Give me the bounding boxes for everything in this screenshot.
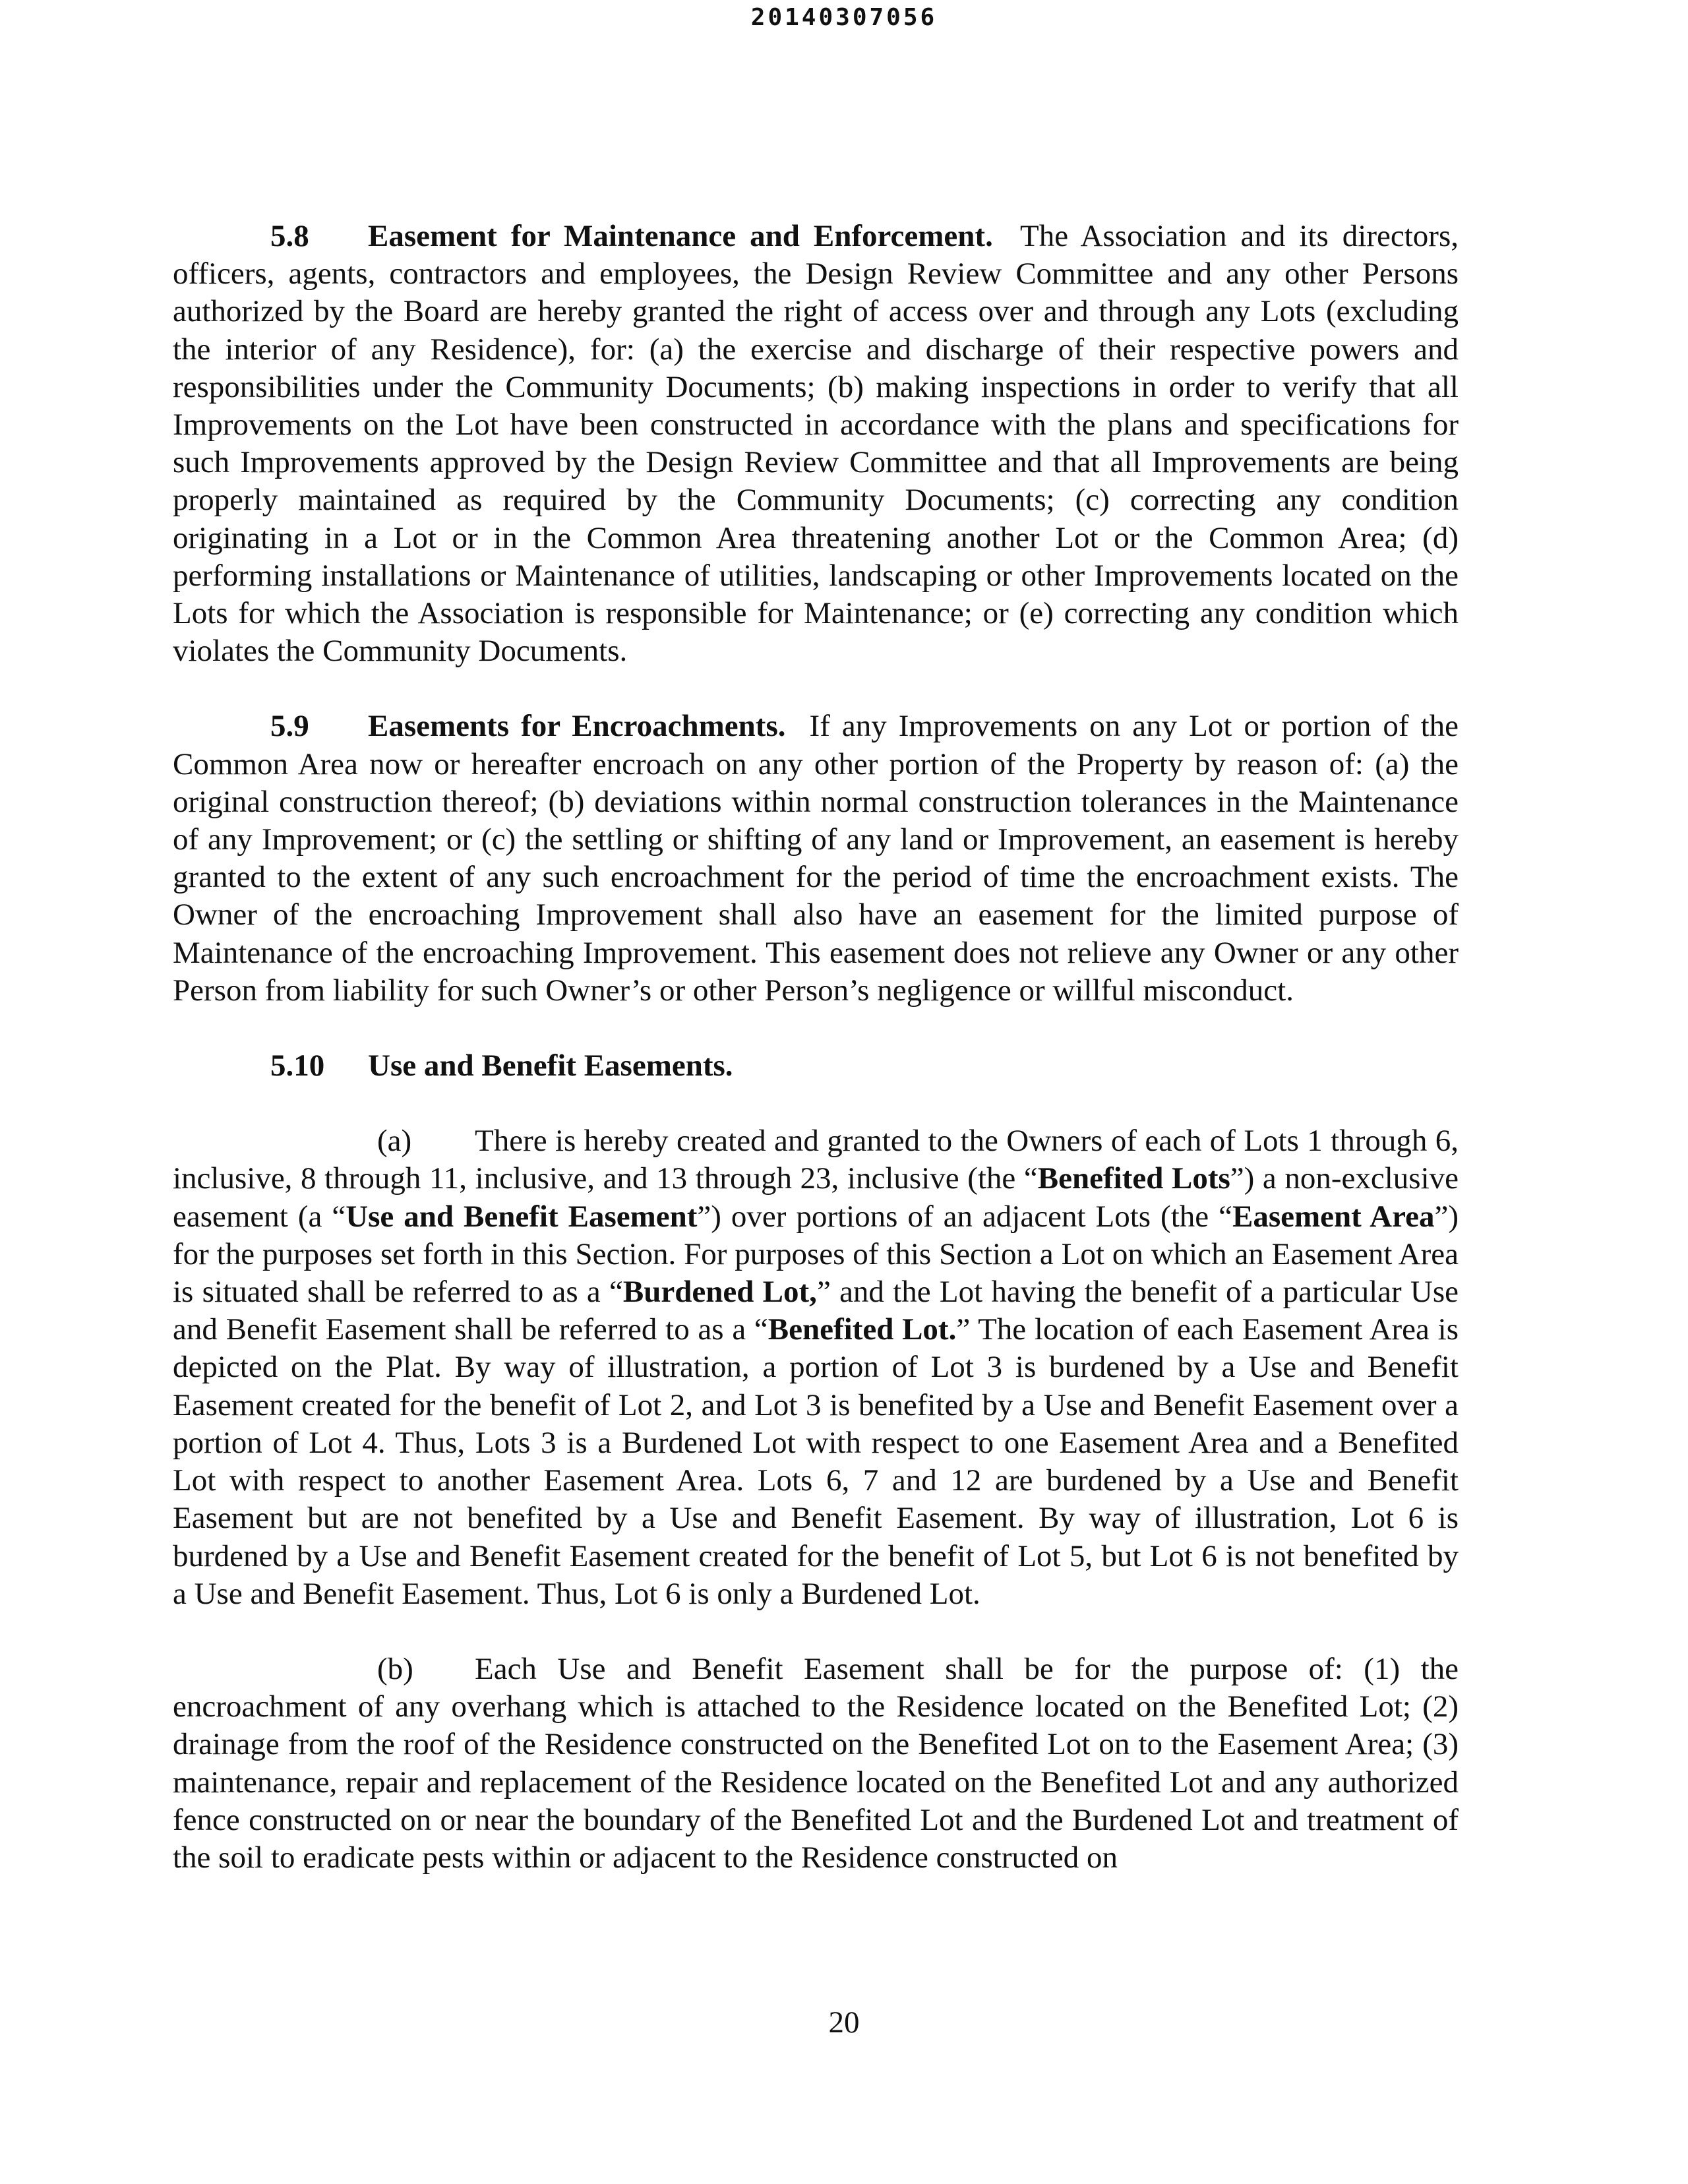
section-number: 5.10	[270, 1048, 325, 1083]
section-5-8	[173, 218, 1459, 670]
defined-term: Use and Benefit Easement	[346, 1199, 698, 1234]
section-text: If any Improvements on any Lot or portion of the Common Area now or hereafter encroach on any other portion of the Property by reason of: (a) the original construction thereof; (b) deviations within normal construction tolerances in the Maintenance of any Improvement; or (c) the settling or shifting of any land or Improvement, an easement is hereby granted to the extent of any such encroachment for the period of time the encroachment exists. The Owner of the encroaching Improvement shall also have an easement for the limited purpose of Maintenance of the encroaching Improvement. This easement does not relieve any Owner or any other Person from liability for such Owner’s or other Person’s negligence or willful misconduct.	[173, 709, 1459, 1008]
paragraph-text: Each Use and Benefit Easement shall be for the purpose of: (1) the encroachment of any overhang which is attached to the Residence located on the Benefited Lot; (2) drainage from the roof of the Residence constructed on the Benefited Lot on to the Easement Area; (3) maintenance, repair and replacement of the Residence located on the Benefited Lot and any authorized fence constructed on or near the boundary of the Benefited Lot and the Burdened Lot and treatment of the soil to eradicate pests within or adjacent to the Residence constructed on	[173, 1651, 1459, 1875]
defined-term: Burdened Lot,	[622, 1275, 817, 1310]
section-title: Easements for Encroachments.	[368, 709, 786, 744]
defined-term: Easement Area	[1232, 1199, 1435, 1234]
defined-term: Benefited Lots	[1037, 1161, 1230, 1196]
section-5-9	[173, 708, 1459, 1010]
document-number: 20140307056	[750, 4, 938, 31]
section-number: 5.8	[270, 219, 309, 253]
paragraph-text: ” The location of each Easement Area is depicted on the Plat. By way of illustration, a portion of Lot 3 is burdened by a Use and Benefit Easement created for the benefit of Lot 2, and Lot 3 is benefited by a Use and Benefit Easement over a portion of Lot 4. Thus, Lots 3 is a Burdened Lot with respect to one Easement Area and a Benefited Lot with respect to another Easement Area. Lots 6, 7 and 12 are burdened by a Use and Benefit Easement but are not benefited by a Use and Benefit Easement. By way of illustration, Lot 6 is burdened by a Use and Benefit Easement created for the benefit of Lot 5, but Lot 6 is not benefited by a Use and Benefit Easement. Thus, Lot 6 is only a Burdened Lot.	[173, 1312, 1459, 1611]
paragraph-label: (a)	[377, 1124, 412, 1159]
section-title: Easement for Maintenance and Enforcement.	[368, 219, 993, 253]
section-title: Use and Benefit Easements.	[368, 1048, 733, 1083]
section-5-10-heading	[173, 1047, 1459, 1085]
page-number: 20	[828, 2005, 860, 2040]
paragraph-text: ” and the Lot having the benefit of a particular Use and Benefit Easement shall be referred to as a “	[173, 1275, 1459, 1347]
section-5-10-para-a	[173, 1122, 1459, 1613]
section-text: The Association and its directors, officers, agents, contractors and employees, the Design Review Committee and any other Persons authorized by the Board are hereby granted the right of access over and through any Lots (excluding the interior of any Residence), for: (a) the exercise and discharge of their respective powers and responsibilities under the Community Documents; (b) making inspections in order to verify that all Improvements on the Lot have been constructed in accordance with the plans and specifications for such Improvements approved by the Design Review Committee and that all Improvements are being properly maintained as required by the Community Documents; (c) correcting any condition originating in a Lot or in the Common Area threatening another Lot or the Common Area; (d) performing installations or Maintenance of utilities, landscaping or other Improvements located on the Lots for which the Association is responsible for Maintenance; or (e) correcting any condition which violates the Community Documents.	[173, 219, 1459, 669]
section-number: 5.9	[270, 709, 309, 744]
paragraph-text: There is hereby created and granted to the Owners of each of Lots 1 through 6, inclusive, 8 through 11, inclusive, and 13 through 23, inclusive (the “	[173, 1124, 1459, 1196]
paragraph-text: ”) for the purposes set forth in this Section. For purposes of this Section a Lot on which an Easement Area is situated shall be referred to as a “	[173, 1199, 1459, 1310]
defined-term: Benefited Lot.	[768, 1312, 957, 1347]
paragraph-text: ”) a non-exclusive easement (a “	[173, 1161, 1459, 1234]
document-body	[173, 218, 1459, 1914]
section-5-10-para-b	[173, 1651, 1459, 1877]
paragraph-text: ”) over portions of an adjacent Lots (the “	[697, 1199, 1232, 1234]
paragraph-label: (b)	[377, 1651, 413, 1686]
